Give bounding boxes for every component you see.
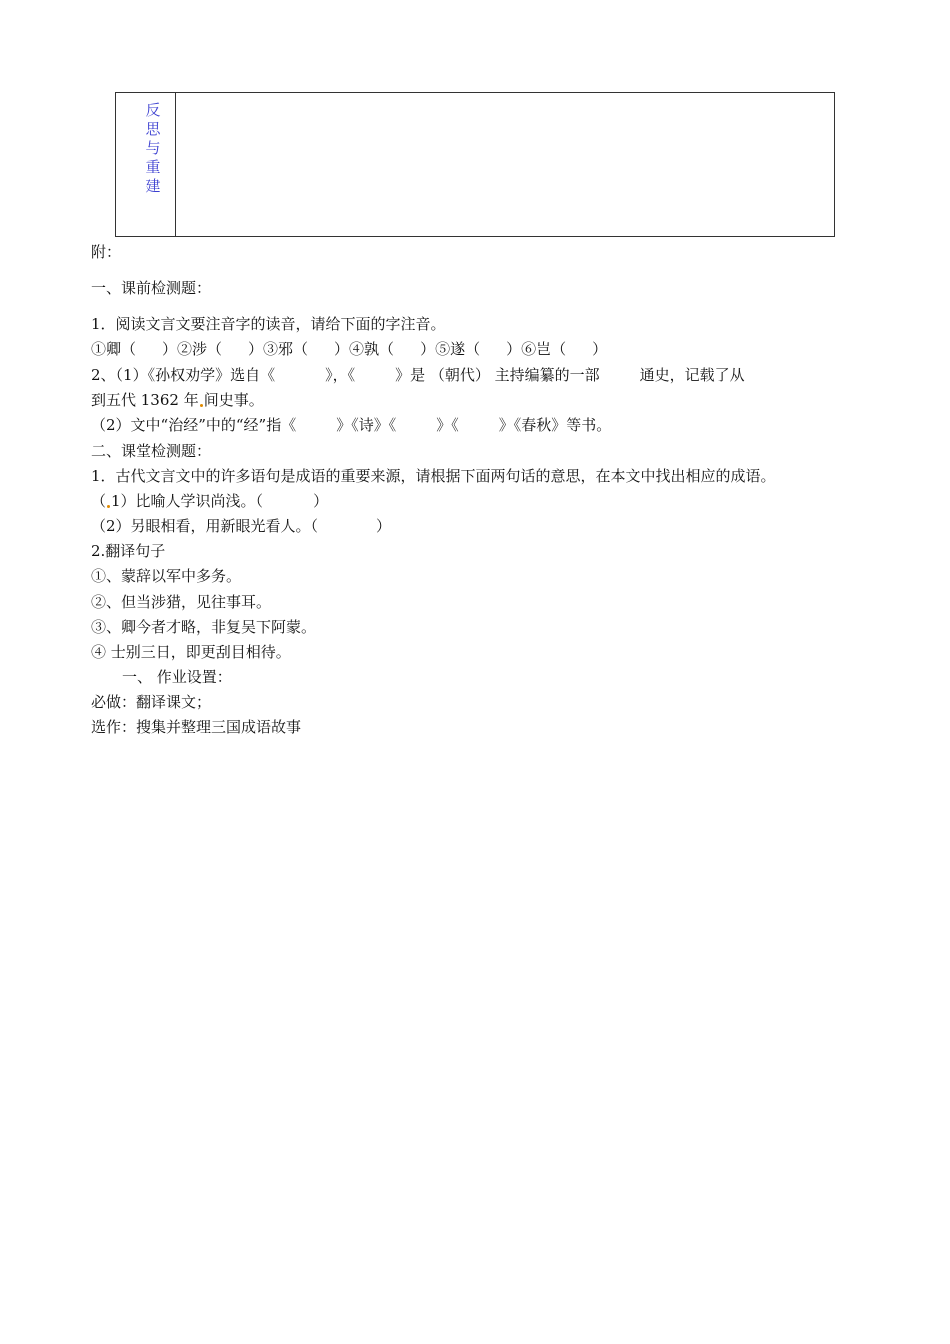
reflection-label-char: 思 [145,120,161,138]
q2-text: 2、（1）《孙权劝学》选自《 [91,366,276,384]
sub-text: （ [91,492,107,510]
sub-text: ） [376,517,392,535]
q2-text: 》《春秋》等书。 [498,416,612,434]
pinyin-item: ）②涉（ [162,340,223,358]
reflection-label-char: 与 [145,139,161,157]
homework-required: 必做：翻译课文； [91,693,212,711]
q2-text: 通史，记载了从 [639,366,745,384]
pinyin-item: ）④孰（ [334,340,395,358]
section2-q2-title: 2.翻译句子 [91,542,166,560]
q2-text: 》是 （朝代） 主持编纂的一部 [395,366,600,384]
reflection-label-char: 重 [145,158,161,176]
section2-q1-sub1 [91,492,328,510]
homework-title: 一、 作业设置： [122,668,232,686]
q2-text: 》《 [436,416,459,434]
appendix-label: 附： [91,243,122,261]
pinyin-item: ）⑤遂（ [420,340,481,358]
pinyin-item: ）⑥岂（ [506,340,567,358]
translate-sentence: ②、但当涉猎，见往事耳。 [91,593,272,611]
q2-text: （2）文中“治经”中的“经”指《 [91,416,297,434]
section1-title: 一、课前检测题： [91,279,212,297]
translate-sentence: ③、卿今者才略，非复吴下阿蒙。 [91,618,317,636]
section1-q2-line2 [91,391,264,409]
section1-q1-text: 1．阅读文言文要注音字的读音，请给下面的字注音。 [91,315,446,333]
sub-text: ） [313,492,329,510]
reflection-label-char: 建 [145,177,161,195]
q2-text: 到五代 1362 年 [91,391,199,409]
pinyin-item: ①卿（ [91,340,137,358]
section1-q1-items [91,340,607,358]
q2-text: 间史事。 [203,391,264,409]
section1-q2-line1 [91,366,745,384]
translate-sentence: ①、蒙辞以军中多务。 [91,567,242,585]
sub-text: 1）比喻人学识尚浅。（ [111,492,264,510]
sub-text: （2）另眼相看，用新眼光看人。（ [91,517,319,535]
pinyin-item: ）③邪（ [248,340,309,358]
reflection-table [115,92,835,237]
caret-mark-icon [200,404,203,407]
section1-q2-line3 [91,416,611,434]
section2-title: 二、课堂检测题： [91,442,212,460]
q2-text: 》，《 [325,366,356,384]
section2-q1-text: 1．古代文言文中的许多语句是成语的重要来源，请根据下面两句话的意思，在本文中找出相应的成语。 [91,467,776,485]
reflection-label-char: 反 [145,101,161,119]
reflection-label [144,101,162,196]
q2-text: 》《诗》《 [336,416,397,434]
caret-mark-icon [107,505,110,508]
table-divider [175,93,176,236]
homework-optional: 选作：搜集并整理三国成语故事 [91,718,302,736]
pinyin-item: ） [592,340,608,358]
section2-q1-sub2 [91,517,391,535]
translate-sentence: ④ 士别三日，即更刮目相待。 [91,643,291,661]
